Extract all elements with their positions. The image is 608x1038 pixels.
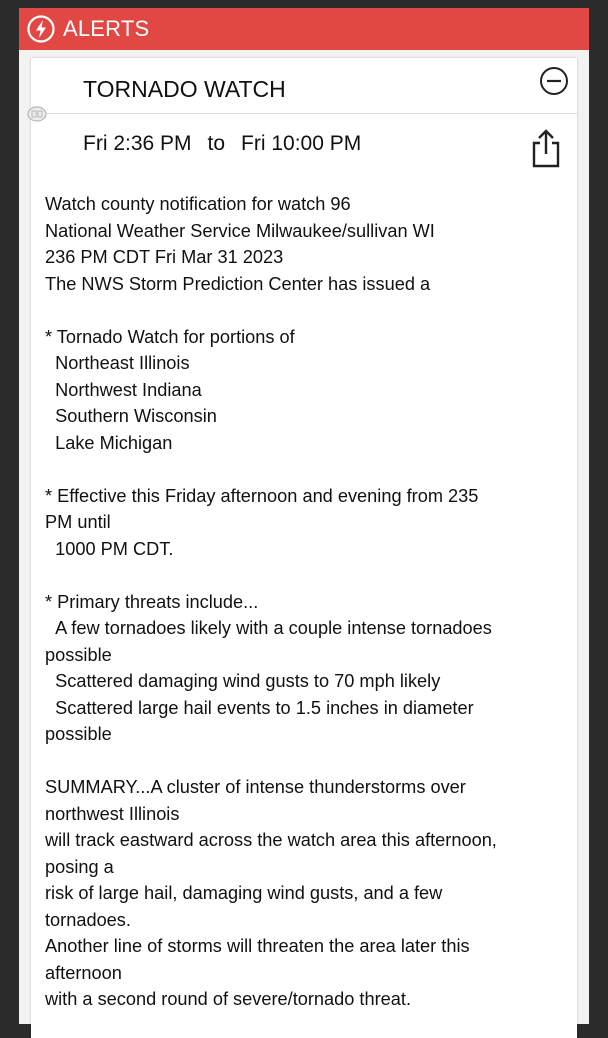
alert-body-line: * Primary threats include... [45,591,259,612]
header-title: ALERTS [63,16,150,41]
alert-body-line: National Weather Service Milwaukee/sullivan WI [45,220,435,241]
alert-body-line [45,748,565,775]
alert-body-line: Northeast Illinois [45,353,190,373]
alert-body-line: northwest Illinois [45,803,180,824]
alert-body-line: 236 PM CDT Fri Mar 31 2023 [45,247,284,267]
badge-icon [27,106,47,122]
alert-body-line: risk of large hail, damaging wind gusts, and a few [45,883,443,903]
alert-body-line: Southern Wisconsin [45,406,217,426]
collapse-button[interactable] [539,66,569,96]
alert-body-line: Another line of storms will threaten the area later this [45,936,470,956]
alert-body-line: posing a [45,856,114,877]
alert-body-line: with a second round of severe/tornado threat. [45,989,411,1009]
alert-body-line [45,456,565,483]
alert-body-line: * Effective this Friday afternoon and evening from 235 [45,485,479,506]
alert-body-line: Watch county notification for watch 96 [45,194,351,214]
alert-body-line: Scattered large hail events to 1.5 inches in diameter [45,697,474,718]
alerts-panel [19,50,589,1024]
lightning-bolt-icon [27,15,55,43]
alert-body-line [45,562,565,589]
alert-body-line: PM until [45,512,111,532]
alert-body-line: Scattered damaging wind gusts to 70 mph likely [45,671,441,691]
alert-body-line [45,297,565,324]
title-divider [31,113,577,114]
alert-card [31,58,577,1038]
alert-body-line: Northwest Indiana [45,379,202,400]
minus-circle-icon [539,66,569,96]
alert-body [45,191,565,1013]
end-time: Fri 10:00 PM [241,132,362,155]
alert-body-line: will track eastward across the watch area this afternoon, [45,830,497,850]
alert-body-line: afternoon [45,962,122,983]
alert-title: TORNADO WATCH [83,76,286,102]
alert-body-line: The NWS Storm Prediction Center has issued a [45,273,431,294]
time-separator: to [207,132,226,155]
alert-body-line: possible [45,724,112,744]
alert-body-line: A few tornadoes likely with a couple intense tornadoes [45,618,492,638]
alert-body-line: Lake Michigan [45,432,173,453]
alert-body-line: possible [45,644,112,665]
start-time: Fri 2:36 PM [83,132,192,155]
alert-body-line: 1000 PM CDT. [45,538,174,559]
alert-body-line: * Tornado Watch for portions of [45,326,295,347]
alert-time-range [83,132,361,156]
share-icon [528,127,564,169]
alert-body-line: SUMMARY...A cluster of intense thunderstorms over [45,777,466,797]
alert-body-line: tornadoes. [45,909,131,930]
alerts-header [19,8,589,50]
share-button[interactable] [528,127,564,169]
